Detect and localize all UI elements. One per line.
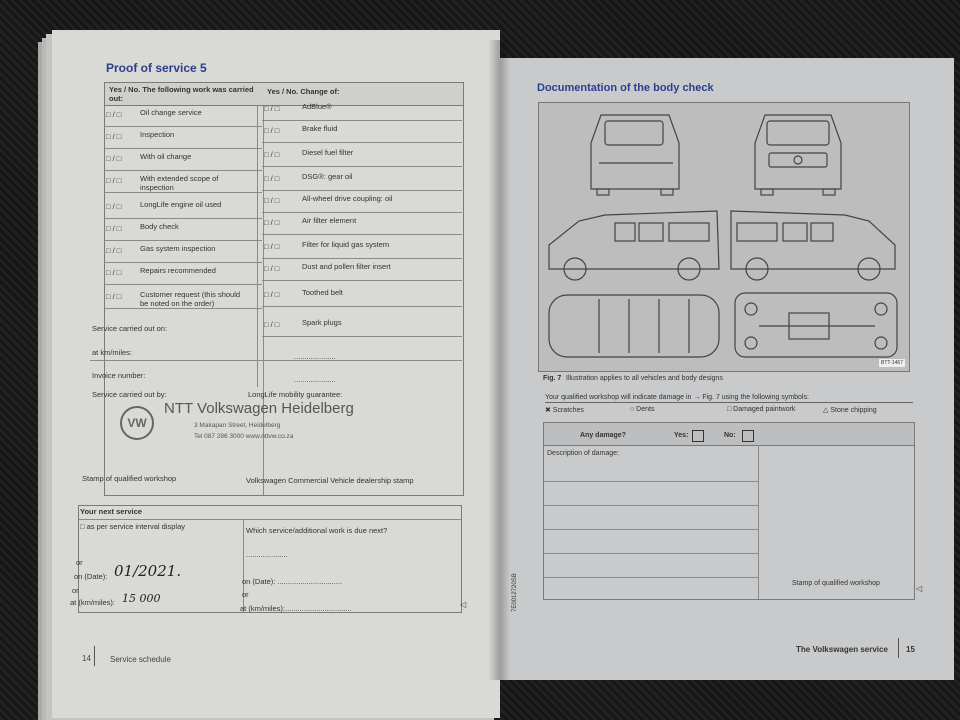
no-checkbox[interactable] [742, 430, 754, 442]
row-line [262, 258, 462, 259]
line [544, 529, 758, 530]
divider [90, 360, 462, 361]
change-item-label: DSG®: gear oil [302, 172, 353, 181]
change-item-label: Dust and pollen filter insert [302, 262, 391, 271]
change-item-label: Spark plugs [302, 318, 342, 327]
work-item-label: Body check [140, 222, 179, 231]
yes-no-checkbox[interactable]: □ / □ [106, 246, 122, 255]
vw-logo-stamp: VW [120, 406, 154, 440]
row-line [104, 308, 262, 309]
van-right-side-view [731, 211, 895, 280]
header-col2: Yes / No. Change of: [267, 87, 340, 96]
change-item-label: Filter for liquid gas system [302, 240, 390, 249]
row-line [262, 336, 462, 337]
book-gutter [488, 40, 510, 680]
row-line [104, 170, 262, 171]
row-line [262, 234, 462, 235]
row-line [262, 212, 462, 213]
which-service-due: Which service/additional work is due next? [246, 526, 388, 535]
line [544, 577, 758, 578]
or-label-2: or [72, 586, 79, 595]
yes-checkbox[interactable] [692, 430, 704, 442]
change-item-label: Toothed belt [302, 288, 343, 297]
col-divider [257, 83, 258, 387]
work-item-label: Customer request (this should be noted on the order) [140, 290, 241, 308]
yes-no-checkbox[interactable]: □ / □ [106, 154, 122, 163]
stamp-label-left: Stamp of qualified workshop [82, 474, 177, 483]
yes-no-checkbox[interactable]: □ / □ [264, 290, 280, 299]
figure-code: BTT-1467 [881, 360, 903, 366]
vehicle-figure [538, 102, 910, 372]
right-page-title: Documentation of the body check [537, 82, 714, 94]
yes-no-checkbox[interactable]: □ / □ [264, 242, 280, 251]
divider [758, 445, 759, 599]
on-date-right: on (Date): ............................... [242, 577, 343, 586]
change-item-label: Diesel fuel filter [302, 148, 354, 157]
no-label: No: [724, 432, 736, 439]
yes-no-checkbox[interactable]: □ / □ [106, 202, 122, 211]
work-item-label: Inspection [140, 130, 175, 139]
yes-no-checkbox[interactable]: □ / □ [264, 264, 280, 273]
work-item-label: With oil change [140, 152, 192, 161]
change-item-label: All-wheel drive coupling: oil [302, 194, 393, 203]
yes-no-checkbox[interactable]: □ / □ [106, 268, 122, 277]
yes-no-checkbox[interactable]: □ / □ [264, 104, 280, 113]
yes-no-checkbox[interactable]: □ / □ [264, 150, 280, 159]
row-line [104, 192, 262, 193]
next-service-title: Your next service [80, 507, 142, 516]
or-label-1: or [76, 558, 83, 567]
at-km-label: at (km/miles): [70, 598, 115, 607]
next-arrow-icon: ◁ [916, 584, 923, 593]
yes-no-checkbox[interactable]: □ / □ [264, 174, 280, 183]
row-line [104, 262, 262, 263]
change-item-label: Air filter element [302, 216, 357, 225]
van-rear-view [591, 115, 679, 195]
row-line [104, 148, 262, 149]
line [544, 481, 758, 482]
side-code: 7E0012720SB [512, 573, 518, 612]
dots-invoice: .................... [294, 375, 336, 384]
work-item-label: Repairs recommended [140, 266, 216, 275]
row-line [104, 218, 262, 219]
change-item-label: Brake fluid [302, 124, 338, 133]
row-line [262, 166, 462, 167]
row-line [104, 240, 262, 241]
figure-label: Fig. 7 [543, 375, 562, 382]
invoice-number: Invoice number: [92, 371, 146, 380]
divider [545, 402, 913, 403]
row-line [262, 142, 462, 143]
yes-no-checkbox[interactable]: □ / □ [106, 224, 122, 233]
any-damage-label: Any damage? [580, 432, 626, 439]
on-date-label: on (Date): [74, 572, 108, 581]
description-label: Description of damage: [547, 450, 619, 457]
footer-divider [94, 646, 95, 666]
row-line [262, 190, 462, 191]
dots-km: .................... [294, 352, 336, 361]
right-footer: The Volkswagen service [796, 645, 888, 654]
row-line [262, 280, 462, 281]
van-underbody-view [735, 293, 897, 357]
dealership-stamp-label: Volkswagen Commercial Vehicle dealership stamp [246, 476, 414, 485]
yes-no-checkbox[interactable]: □ / □ [264, 320, 280, 329]
line [544, 505, 758, 506]
service-carried-out-by: Service carried out by: [92, 390, 167, 399]
change-item-label: AdBlue® [302, 102, 332, 111]
symbol-dents: ○ Dents [630, 406, 655, 413]
yes-no-checkbox[interactable]: □ / □ [106, 110, 122, 119]
stamp-address: 3 Makapan Street, Heidelberg [194, 422, 281, 429]
left-page [52, 30, 500, 718]
left-page-title: Proof of service 5 [106, 61, 207, 75]
at-km-miles: at km/miles: [92, 348, 133, 357]
line [544, 553, 758, 554]
footer-divider [898, 638, 899, 658]
yes-label: Yes: [674, 432, 689, 439]
left-footer: Service schedule [110, 655, 171, 664]
yes-no-checkbox[interactable]: □ / □ [106, 292, 122, 301]
at-km-right: at (km/miles):................................ [240, 604, 352, 613]
longlife-guarantee: LongLife mobility guarantee: [248, 390, 343, 399]
symbol-scratches: ✖ Scratches [545, 407, 584, 414]
row-line [104, 284, 262, 285]
figure-caption: Illustration applies to all vehicles and body designs [566, 375, 723, 382]
van-top-view [549, 295, 719, 357]
stamp-dealer-name: NTT Volkswagen Heidelberg [164, 400, 354, 417]
right-page-number: 15 [906, 645, 915, 654]
header-col1: Yes / No. The following work was carried out: [109, 85, 254, 103]
divider [79, 519, 461, 520]
van-front-view [755, 115, 841, 195]
damage-table [543, 422, 915, 600]
symbol-stone-chipping: △ Stone chipping [823, 407, 877, 414]
row-line [262, 306, 462, 307]
row-line [104, 126, 262, 127]
yes-no-checkbox[interactable]: □ / □ [264, 218, 280, 227]
row-line [262, 120, 462, 121]
stamp-telephone: Tel 087 286 3000 www.nttvw.co.za [194, 433, 294, 440]
yes-no-checkbox[interactable]: □ / □ [264, 126, 280, 135]
work-item-label: With extended scope of inspection [140, 174, 219, 192]
service-carried-out-on: Service carried out on: [92, 324, 168, 333]
yes-no-checkbox[interactable]: □ / □ [106, 132, 122, 141]
vehicle-illustration [539, 103, 909, 371]
yes-no-checkbox[interactable]: □ / □ [106, 176, 122, 185]
van-left-side-view [549, 211, 719, 280]
work-item-label: LongLife engine oil used [140, 200, 222, 209]
yes-no-checkbox[interactable]: □ / □ [264, 196, 280, 205]
work-item-label: Oil change service [140, 108, 202, 117]
on-date-handwritten: 01/2021. [114, 562, 182, 580]
stamp-label-right: Stamp of qualified workshop [792, 580, 880, 587]
indicate-damage-text: Your qualified workshop will indicate damage in → Fig. 7 using the following symbols: [545, 394, 809, 401]
or-label-3: or [242, 590, 249, 599]
work-item-label: Gas system inspection [140, 244, 216, 253]
dots-which: .................... [246, 550, 288, 559]
as-per-display-option[interactable]: □ as per service interval display [80, 522, 185, 531]
at-km-handwritten: 15 000 [122, 592, 161, 605]
left-page-number: 14 [82, 654, 91, 663]
symbol-damaged-paintwork: □ Damaged paintwork [727, 406, 796, 413]
next-arrow-icon-left: ◁ [460, 600, 467, 609]
